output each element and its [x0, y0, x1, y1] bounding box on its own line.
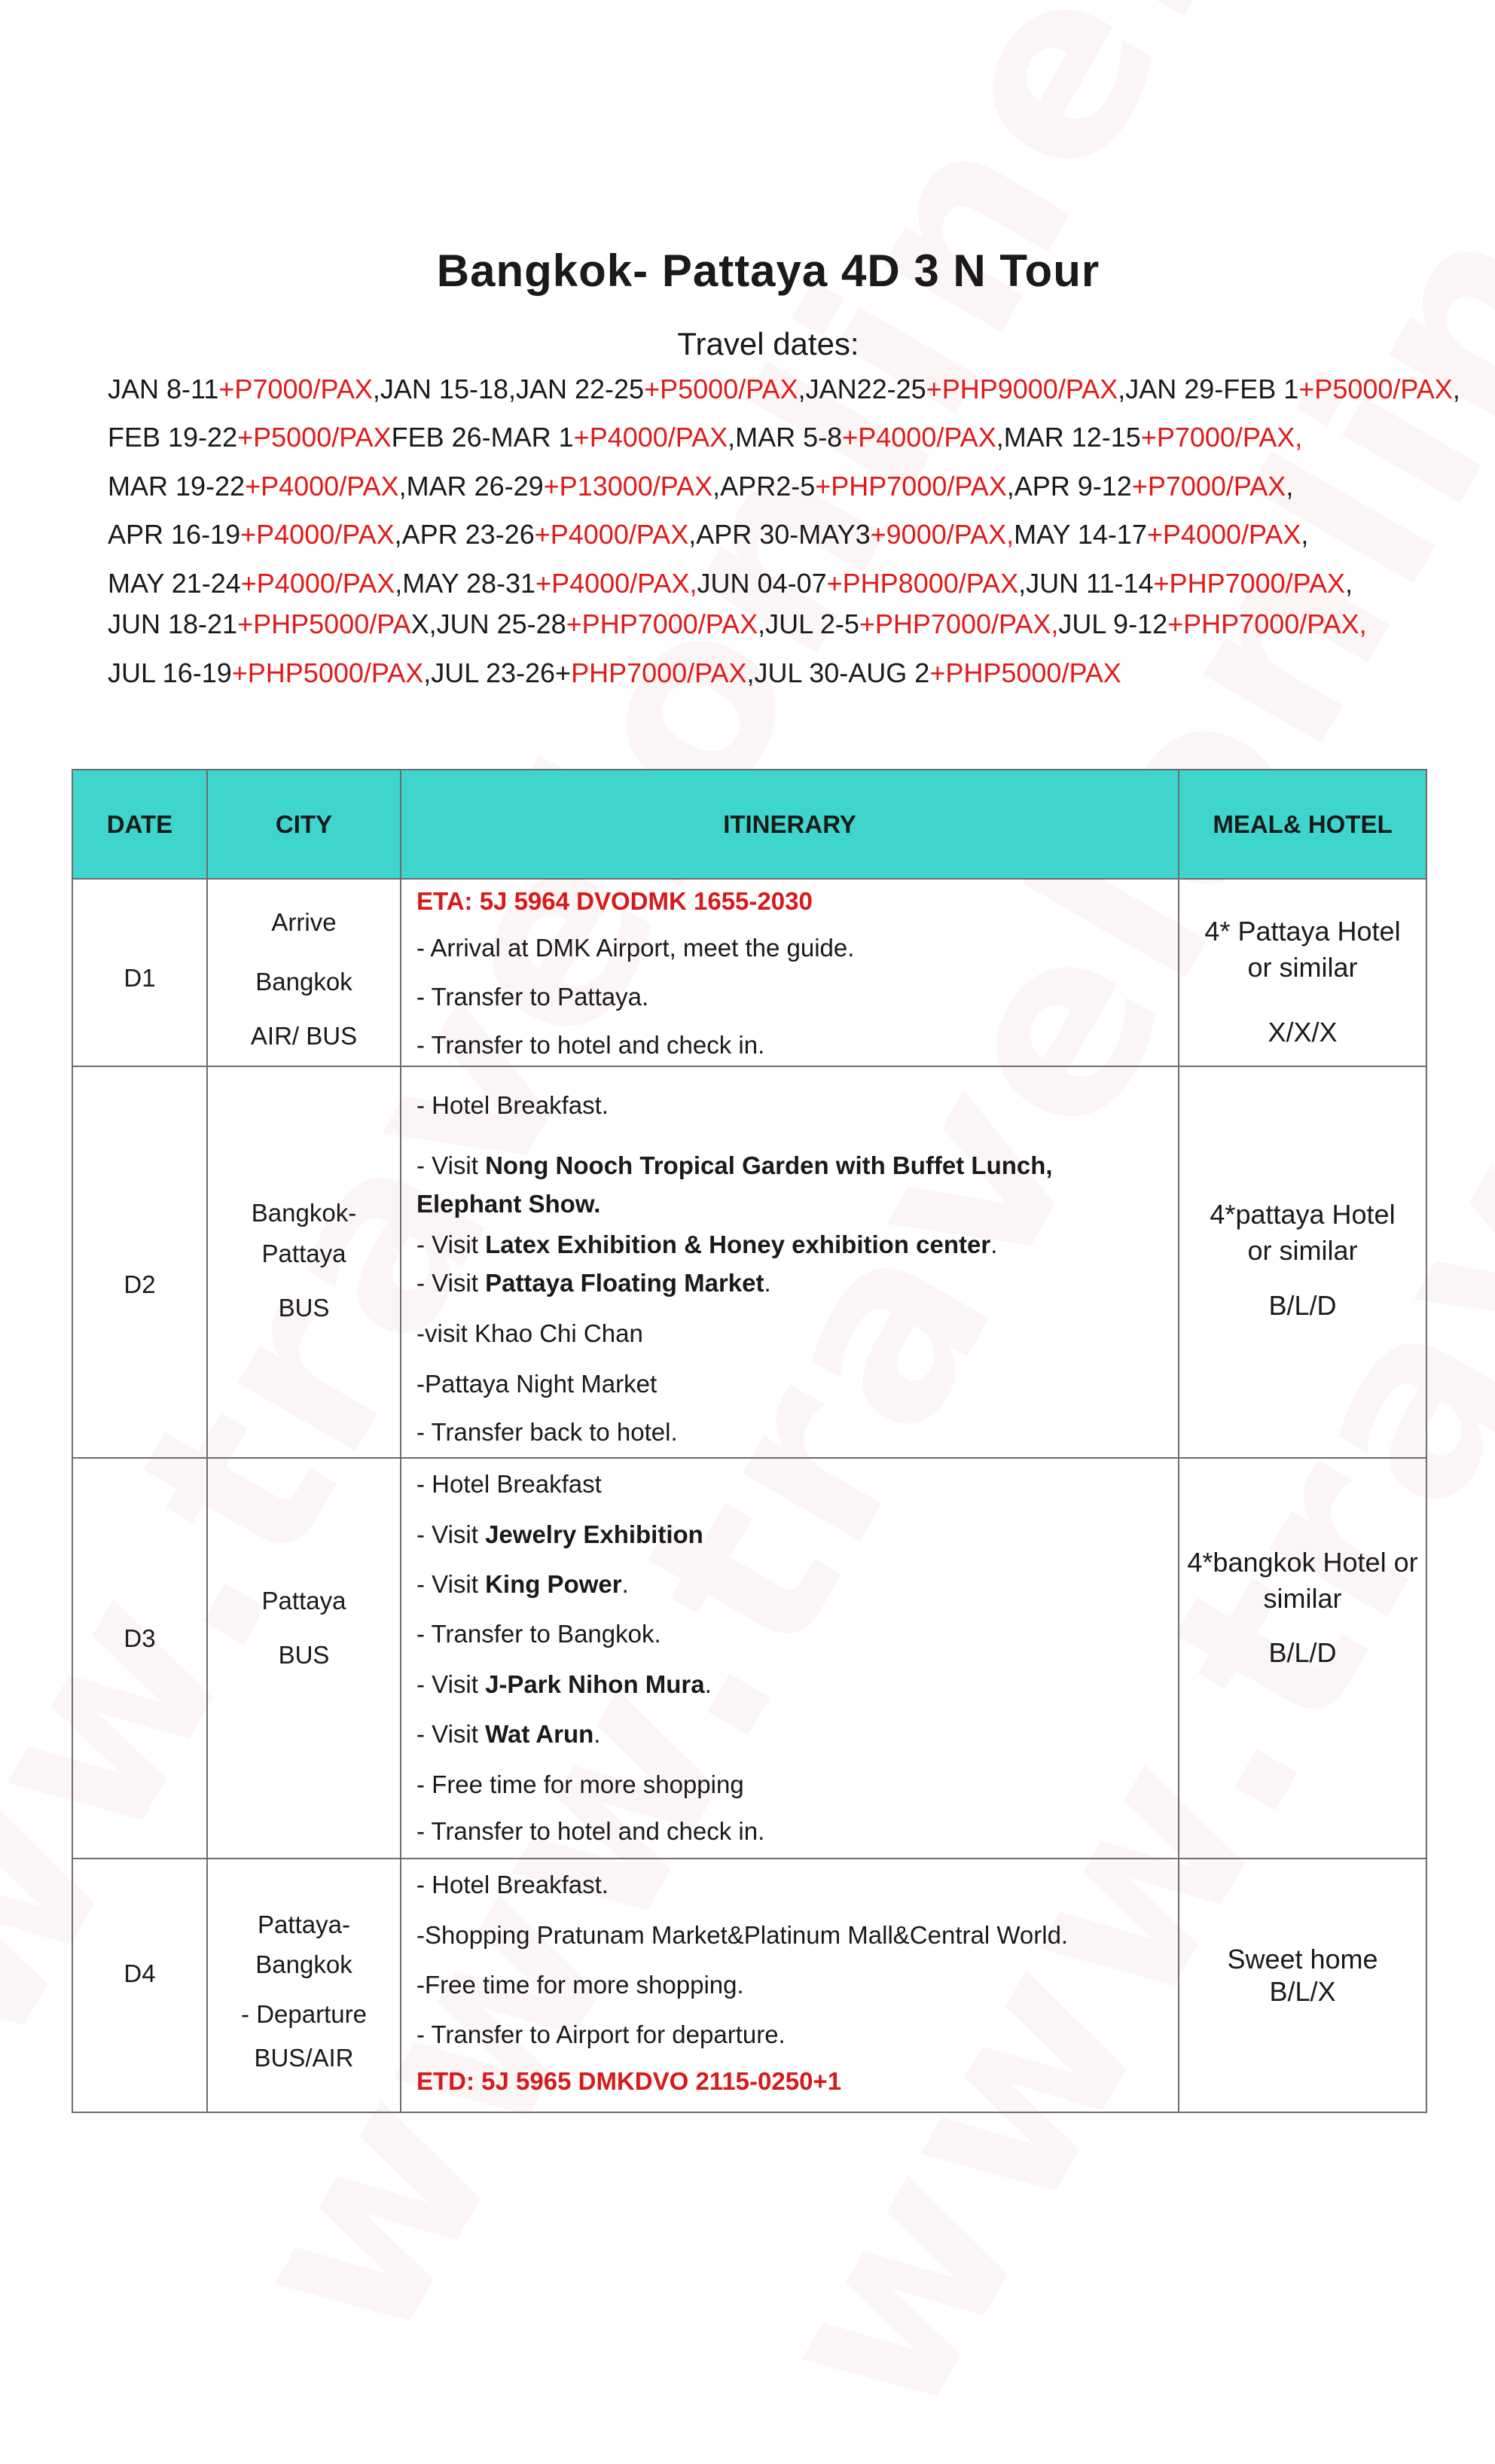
date-seg: ,MAR 12-15: [996, 422, 1141, 453]
dates-line: [108, 608, 1367, 640]
meal-hotel-line: 4*bangkok Hotel or: [1187, 1547, 1418, 1578]
dates-line: [108, 471, 1293, 502]
city-line: Bangkok-: [251, 1199, 357, 1227]
itinerary-text: - Visit: [416, 1570, 486, 1598]
date-seg: ,APR 30-MAY3: [688, 519, 871, 550]
itinerary-line: [416, 1319, 643, 1348]
date-seg: +P4000/PAX: [573, 422, 728, 453]
header-city: CITY: [207, 770, 401, 879]
itinerary-text: Jewelry Exhibition: [485, 1520, 703, 1548]
itinerary-text: King Power: [485, 1570, 622, 1598]
itinerary-cell: [401, 879, 1179, 1066]
itinerary-line: [416, 1370, 657, 1398]
date-seg: ,JUL 2-5: [758, 608, 859, 639]
day-cell: [72, 879, 207, 1066]
itinerary-text: Pattaya Floating Market: [485, 1269, 764, 1297]
city-cell: [207, 1859, 401, 2112]
date-seg: ,JAN 29-FEB 1: [1118, 374, 1299, 404]
travel-dates-heading: Travel dates:: [677, 326, 859, 361]
itinerary-text: -Shopping Pratunam Market&Platinum Mall&Central World.: [416, 1921, 1069, 1949]
table-row: [72, 1859, 1426, 2112]
itinerary-text: - Transfer back to hotel.: [416, 1418, 678, 1446]
itinerary-line: [416, 1269, 771, 1298]
meal-hotel-line: or similar: [1247, 1235, 1358, 1266]
date-seg: +P7000/PAX: [218, 374, 373, 404]
itinerary-line: [416, 1770, 744, 1799]
header-meal-hotel: MEAL& HOTEL: [1179, 770, 1426, 879]
itinerary-text: - Visit: [416, 1520, 486, 1548]
city-line: Bangkok: [255, 968, 352, 996]
itinerary-text: ETA: 5J 5964 DVODMK 1655-2030: [416, 887, 813, 915]
meal-hotel-cell: [1179, 879, 1426, 1066]
date-seg: FEB 19-22: [108, 422, 238, 453]
itinerary-text: Nong Nooch Tropical Garden with Buffet Lunch,: [485, 1151, 1053, 1179]
date-seg: MAY 21-24: [108, 568, 241, 599]
itinerary-line: [416, 1570, 629, 1599]
dates-line: [108, 374, 1460, 405]
date-seg: +PHP7000/PAX: [815, 471, 1007, 502]
date-seg: +PHP7000/PAX: [1153, 568, 1346, 599]
date-seg: APR 16-19: [108, 519, 241, 550]
itinerary-cell: [401, 1458, 1179, 1859]
itinerary-text: - Visit: [416, 1670, 486, 1698]
dates-line: [108, 568, 1353, 599]
itinerary-text: J-Park Nihon Mura: [485, 1670, 705, 1698]
date-seg: JUL 9-12: [1058, 608, 1168, 639]
day-cell: [72, 1066, 207, 1458]
date-seg: MAR 19-22: [108, 471, 246, 502]
city-cell: [207, 1458, 401, 1859]
date-seg: ,: [1345, 568, 1353, 599]
date-seg: ,: [1452, 374, 1460, 404]
date-seg: +PHP5000/PA: [237, 608, 411, 639]
itinerary-text: - Transfer to Pattaya.: [416, 983, 649, 1011]
city-line: BUS/AIR: [254, 2044, 354, 2072]
itinerary-text: Latex Exhibition & Honey exhibition center: [485, 1230, 991, 1258]
itinerary-text: ETD: 5J 5965 DMKDVO 2115-0250+1: [416, 2067, 842, 2095]
meal-hotel-line: B/L/D: [1268, 1637, 1337, 1668]
dates-line: [108, 657, 1121, 689]
itinerary-text: .: [593, 1720, 601, 1748]
date-seg: +PHP5000/PAX: [929, 657, 1121, 688]
date-seg: +PHP9000/PAX: [926, 374, 1118, 404]
date-seg: +P4000/PAX: [842, 422, 996, 453]
itinerary-text: - Transfer to Bangkok.: [416, 1620, 661, 1648]
itinerary-line: [416, 1190, 600, 1218]
itinerary-text: .: [704, 1670, 712, 1698]
itinerary-cell: [401, 1859, 1179, 2112]
date-seg: +PHP7000/PAX,: [859, 608, 1059, 639]
day-cell: [72, 1458, 207, 1859]
date-seg: ,JUL 23-26+: [423, 657, 572, 688]
itinerary-line: [416, 1817, 764, 1846]
date-seg: ,MAR 5-8: [728, 422, 843, 453]
meal-hotel-line: X/X/X: [1268, 1017, 1338, 1048]
date-seg: X,JUN 25-28: [410, 608, 566, 639]
date-seg: +P4000/PAX: [534, 519, 689, 550]
date-seg: JUL 16-19: [108, 657, 232, 688]
date-seg: JUN 04-07: [697, 568, 827, 599]
itinerary-text: - Visit: [416, 1151, 486, 1179]
date-seg: ,JAN22-25: [798, 374, 926, 404]
meal-hotel-line: 4*pattaya Hotel: [1210, 1199, 1396, 1230]
itinerary-table: [72, 769, 1427, 2113]
date-seg: +PHP5000/PAX: [231, 657, 424, 688]
itinerary-line: [416, 1230, 997, 1259]
date-seg: +P7000/PAX: [1131, 471, 1286, 502]
meal-hotel-line: or similar: [1247, 952, 1358, 983]
date-seg: ,JAN 15-18,JAN 22-25: [372, 374, 645, 404]
itinerary-line: [416, 1470, 602, 1499]
itinerary-text: .: [621, 1570, 629, 1598]
itinerary-line: [416, 1971, 744, 1999]
dates-line: [108, 422, 1302, 453]
date-seg: ,MAY 28-31: [395, 568, 536, 599]
itinerary-text: - Hotel Breakfast: [416, 1470, 602, 1498]
date-seg: +P13000/PAX: [543, 471, 713, 502]
date-seg: +P7000/PAX,: [1140, 422, 1303, 453]
itinerary-line: [416, 1670, 712, 1699]
table-row: [72, 879, 1426, 1066]
itinerary-text: Wat Arun: [485, 1720, 594, 1748]
itinerary-text: -Free time for more shopping.: [416, 1971, 744, 1999]
date-seg: PHP7000/PAX: [571, 657, 747, 688]
itinerary-text: - Free time for more shopping: [416, 1770, 744, 1798]
itinerary-line: [416, 1520, 703, 1549]
itinerary-text: .: [990, 1230, 998, 1258]
day-label: D1: [124, 964, 156, 992]
day-label: D4: [124, 1959, 156, 1987]
date-seg: +PHP7000/PAX,: [1167, 608, 1367, 639]
meal-hotel-cell: [1179, 1458, 1426, 1859]
table-row: [72, 1066, 1426, 1458]
itinerary-text: - Transfer to Airport for departure.: [416, 2020, 786, 2048]
itinerary-line: [416, 2020, 786, 2049]
page-title: Bangkok- Pattaya 4D 3 N Tour: [436, 245, 1100, 296]
date-seg: ,: [1286, 471, 1294, 502]
itinerary-text: - Hotel Breakfast.: [416, 1091, 609, 1119]
date-seg: +P4000/PAX: [1146, 519, 1301, 550]
date-seg: FEB 26-MAR 1: [391, 422, 574, 453]
date-seg: +PHP7000/PAX: [566, 608, 758, 639]
itinerary-text: - Transfer to hotel and check in.: [416, 1031, 765, 1059]
day-label: D3: [124, 1624, 156, 1652]
itinerary-text: - Visit: [416, 1269, 486, 1297]
date-seg: ,APR 23-26: [394, 519, 535, 550]
city-line: Arrive: [271, 908, 337, 936]
city-line: BUS: [278, 1641, 330, 1669]
date-seg: +P4000/PAX: [245, 471, 399, 502]
itinerary-cell: [401, 1066, 1179, 1458]
date-seg: MAY 14-17: [1014, 519, 1147, 550]
date-seg: +P5000/PAX: [644, 374, 798, 404]
city-cell: [207, 879, 401, 1066]
city-line: Pattaya: [261, 1587, 346, 1615]
itinerary-line: [416, 2067, 841, 2096]
date-seg: JUN 18-21: [108, 608, 238, 639]
date-seg: ,MAR 26-29: [398, 471, 544, 502]
itinerary-line: [416, 1871, 609, 1899]
date-seg: +P4000/PAX: [240, 519, 395, 550]
date-seg: +PHP8000/PAX: [826, 568, 1019, 599]
itinerary-line: [416, 1151, 1053, 1180]
itinerary-text: -visit Khao Chi Chan: [416, 1319, 643, 1347]
date-seg: ,APR2-5: [712, 471, 816, 502]
day-label: D2: [124, 1270, 156, 1298]
city-cell: [207, 1066, 401, 1458]
itinerary-line: [416, 887, 813, 916]
date-seg: +9000/PAX,: [870, 519, 1014, 550]
city-line: Pattaya: [261, 1240, 346, 1267]
itinerary-text: - Transfer to hotel and check in.: [416, 1817, 765, 1845]
meal-hotel-line: B/L/D: [1268, 1290, 1337, 1321]
itinerary-line: [416, 1620, 661, 1648]
header-itinerary: ITINERARY: [401, 770, 1179, 879]
meal-hotel-line: Sweet home: [1227, 1944, 1378, 1975]
itinerary-text: - Hotel Breakfast.: [416, 1871, 609, 1898]
date-seg: +P5000/PAX: [237, 422, 392, 453]
header-date: DATE: [72, 770, 207, 879]
itinerary-text: - Arrival at DMK Airport, meet the guide.: [416, 934, 855, 962]
meal-hotel-cell: [1179, 1859, 1426, 2112]
table-row: [72, 1458, 1426, 1859]
city-line: AIR/ BUS: [250, 1022, 358, 1050]
city-line: BUS: [278, 1294, 330, 1322]
meal-hotel-cell: [1179, 1066, 1426, 1458]
meal-hotel-line: B/L/X: [1269, 1976, 1336, 2007]
itinerary-text: - Visit: [416, 1720, 486, 1748]
date-seg: JAN 8-11: [108, 374, 219, 404]
date-seg: +P4000/PAX,: [535, 568, 697, 599]
city-line: Pattaya-: [258, 1911, 350, 1938]
itinerary-text: - Visit: [416, 1230, 486, 1258]
date-seg: ,JUN 11-14: [1018, 568, 1154, 599]
date-seg: +P5000/PAX: [1298, 374, 1453, 404]
itinerary-line: [416, 983, 648, 1011]
day-cell: [72, 1859, 207, 2112]
itinerary-line: [416, 1921, 1068, 1950]
itinerary-text: Elephant Show.: [416, 1190, 601, 1218]
date-seg: ,APR 9-12: [1006, 471, 1132, 502]
itinerary-line: [416, 1720, 600, 1749]
table-header-row: [72, 770, 1426, 879]
itinerary-line: [416, 1091, 609, 1120]
itinerary-text: -Pattaya Night Market: [416, 1370, 657, 1398]
itinerary-line: [416, 934, 854, 962]
date-seg: ,JUL 30-AUG 2: [746, 657, 930, 688]
city-line: Bangkok: [255, 1950, 352, 1978]
meal-hotel-line: 4* Pattaya Hotel: [1204, 916, 1401, 947]
dates-line: [108, 519, 1308, 550]
itinerary-text: .: [764, 1269, 771, 1297]
city-line: - Departure: [241, 2000, 367, 2028]
itinerary-line: [416, 1031, 764, 1060]
itinerary-line: [416, 1418, 678, 1447]
meal-hotel-line: similar: [1263, 1583, 1342, 1614]
date-seg: ,: [1301, 519, 1309, 550]
date-seg: +P4000/PAX: [240, 568, 395, 599]
